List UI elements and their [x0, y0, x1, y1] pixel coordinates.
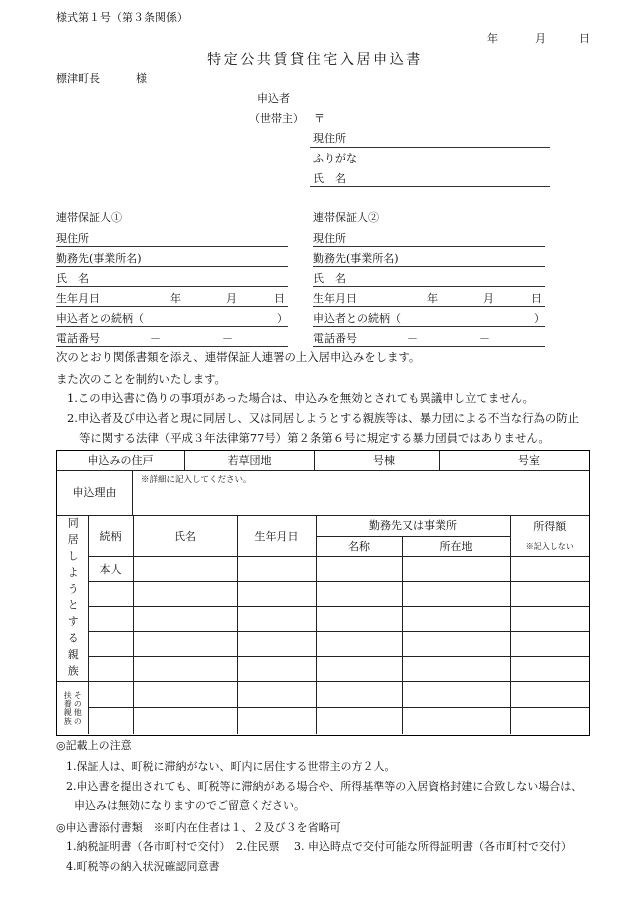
family-cell-relation — [88, 632, 133, 657]
guarantor-name-label: 氏 名 — [313, 272, 346, 285]
applicant-address-label: 現住所 — [313, 132, 346, 145]
notes-heading: ◎記載上の注意 — [56, 739, 132, 752]
notes-line-2: 2.申込書を提出されても、町税等に滞納がある場合や、所得基準等の入居資格封建に合致しない場合は、 — [66, 780, 583, 793]
guarantor-birth-line — [56, 306, 288, 307]
guarantor-birth-month: 月 — [226, 292, 237, 305]
column-header-birthdate: 生年月日 — [237, 516, 316, 557]
guarantor-name-label: 氏 名 — [56, 272, 89, 285]
family-group-label: 同居しようとする親族 — [66, 516, 80, 681]
family-cell-income — [510, 582, 589, 607]
family-table — [57, 516, 589, 734]
declaration-item-2-continued: 等に関する法律（平成３年法律第77号）第２条第６号に規定する暴力団員ではありません。 — [79, 431, 550, 445]
family-cell-birthdate — [237, 582, 316, 607]
reason-row — [57, 471, 589, 516]
family-row — [57, 632, 589, 657]
guarantor-workplace-label: 勤務先(事業所名) — [56, 252, 142, 265]
family-cell-birthdate — [237, 682, 316, 708]
guarantor-birth-month: 月 — [483, 292, 494, 305]
family-cell-name — [133, 607, 237, 632]
declaration-intro: 次のとおり関係書類を添え、連帯保証人連署の上入居申込みをします。 — [56, 350, 421, 364]
guarantor-birth-label: 生年月日 — [56, 292, 100, 305]
guarantor-phone-sep: － — [150, 332, 161, 345]
family-cell-relation — [88, 582, 133, 607]
guarantor-birth-year: 年 — [170, 292, 181, 305]
family-header-row — [57, 516, 589, 536]
guarantor-title: 連帯保証人② — [313, 211, 379, 224]
family-group-label-cell — [57, 516, 88, 682]
guarantor-name-line — [56, 286, 288, 287]
family-cell-income — [510, 657, 589, 682]
applicant-sublabel: （世帯主） — [249, 112, 304, 125]
room-suffix: 号室 — [518, 453, 540, 467]
reason-label: 申込理由 — [57, 471, 133, 515]
family-row — [57, 657, 589, 682]
family-row — [57, 557, 589, 582]
income-label: 所得額 — [533, 520, 567, 534]
family-cell-income — [510, 682, 589, 708]
declaration-item-2: 2.申込者及び申込者と現に同居し、又は同居しようとする親族等は、暴力団による不当な行為の防止 — [67, 411, 580, 425]
date-day-label: 日 — [579, 32, 590, 45]
guarantor-address-line — [313, 246, 545, 247]
guarantor-workplace-line — [313, 266, 545, 267]
date-year-label: 年 — [487, 32, 498, 45]
notes-line-1: 1.保証人は、町税に滞納がない、町内に居住する世帯主の方２人。 — [66, 760, 396, 773]
family-row — [57, 682, 589, 708]
family-cell-name — [133, 657, 237, 682]
family-cell-name — [133, 582, 237, 607]
family-cell-income — [510, 632, 589, 657]
guarantor-relation-close: ） — [277, 312, 288, 325]
family-cell-workplace-name — [316, 708, 402, 734]
column-header-workplace: 勤務先又は事業所 — [316, 516, 510, 536]
family-cell-name — [133, 682, 237, 708]
guarantor-phone-sep: － — [222, 332, 233, 345]
guarantor-address-label: 現住所 — [313, 232, 346, 245]
other-dependents-label-cell — [57, 682, 88, 734]
income-note: ※記入しない — [525, 541, 574, 551]
family-row — [57, 582, 589, 607]
family-cell-relation — [88, 682, 133, 708]
guarantor-relation-label: 申込者との続柄（ — [313, 312, 401, 325]
family-cell-birthdate — [237, 657, 316, 682]
column-header-workplace-address: 所在地 — [402, 536, 510, 556]
unit-row — [57, 451, 589, 471]
page-title: 特定公共賃貸住宅入居申込書 — [207, 52, 423, 68]
attachments-line-1: 1.納税証明書（各市町村で交付） 2.住民票 3. 申込時点で交付可能な所得証明書（各市町村で交付） — [66, 840, 572, 853]
family-cell-name — [133, 632, 237, 657]
family-cell-workplace-address — [402, 557, 510, 582]
family-cell-income — [510, 708, 589, 734]
other-dependents-label: その他の 扶養親族 — [63, 690, 83, 725]
family-cell-birthdate — [237, 557, 316, 582]
declaration-pledge: また次のことを制約いたします。 — [56, 372, 226, 386]
guarantor-relation-line — [313, 326, 545, 327]
guarantor-birth-day: 日 — [274, 292, 285, 305]
applicant-name-label: 氏 名 — [313, 172, 346, 185]
family-cell-birthdate — [237, 632, 316, 657]
guarantor-birth-year: 年 — [427, 292, 438, 305]
family-cell-income — [510, 607, 589, 632]
guarantor-phone-line — [313, 346, 545, 347]
family-cell-workplace-address — [402, 607, 510, 632]
family-cell-workplace-address — [402, 582, 510, 607]
family-cell-workplace-name — [316, 607, 402, 632]
guarantor-address-line — [56, 246, 288, 247]
guarantor-phone-line — [56, 346, 288, 347]
family-cell-workplace-address — [402, 682, 510, 708]
attachments-line-2: 4.町税等の納入状況確認同意書 — [66, 860, 220, 873]
family-cell-relation — [88, 708, 133, 734]
column-header-income — [510, 516, 589, 557]
attachments-heading: ◎申込書添付書類 ※町内在住者は１、２及び３を省略可 — [56, 821, 341, 834]
family-cell-workplace-address — [402, 657, 510, 682]
column-header-name: 氏名 — [133, 516, 237, 557]
guarantor-relation-close: ） — [534, 312, 545, 325]
guarantor-phone-sep: － — [407, 332, 418, 345]
guarantor-birth-label: 生年月日 — [313, 292, 357, 305]
family-cell-name — [133, 557, 237, 582]
postal-mark: 〒 — [314, 112, 325, 125]
applicant-label: 申込者 — [257, 92, 290, 105]
family-cell-birthdate — [237, 708, 316, 734]
family-cell-workplace-name — [316, 557, 402, 582]
guarantor-relation-line — [56, 326, 288, 327]
guarantor-birth-line — [313, 306, 545, 307]
unit-label: 申込みの住戸 — [57, 451, 185, 470]
addressee: 標津町長 — [56, 72, 100, 85]
family-cell-workplace-address — [402, 708, 510, 734]
family-row — [57, 708, 589, 734]
family-cell-relation: 本人 — [88, 557, 133, 582]
family-cell-workplace-name — [316, 682, 402, 708]
complex-name: 若草団地 — [185, 451, 315, 470]
reason-note: ※詳細に記入してください。 — [141, 475, 252, 485]
notes-line-3: 申込みは無効になりますのでご留意ください。 — [74, 799, 305, 812]
applicant-address-line — [310, 147, 550, 148]
declaration-item-1: 1.この申込書に偽りの事項があった場合は、申込みを無効とされても異議申し立てません。 — [67, 391, 535, 405]
date-month-label: 月 — [535, 32, 546, 45]
family-cell-workplace-name — [316, 582, 402, 607]
guarantor-relation-label: 申込者との続柄（ — [56, 312, 144, 325]
application-table — [56, 450, 590, 736]
addressee-suffix: 様 — [136, 72, 147, 85]
guarantor-workplace-line — [56, 266, 288, 267]
family-cell-relation — [88, 607, 133, 632]
family-cell-workplace-name — [316, 632, 402, 657]
guarantor-workplace-label: 勤務先(事業所名) — [313, 252, 399, 265]
applicant-name-line — [310, 186, 550, 187]
guarantor-title: 連帯保証人① — [56, 211, 122, 224]
family-cell-workplace-name — [316, 657, 402, 682]
family-cell-name — [133, 708, 237, 734]
family-cell-workplace-address — [402, 632, 510, 657]
family-cell-relation — [88, 657, 133, 682]
building-suffix: 号棟 — [315, 451, 440, 470]
guarantor-name-line — [313, 286, 545, 287]
column-header-relation: 続柄 — [88, 516, 133, 557]
column-header-workplace-name: 名称 — [316, 536, 402, 556]
family-cell-income — [510, 557, 589, 582]
applicant-furigana-label: ふりがな — [313, 152, 357, 165]
family-row — [57, 607, 589, 632]
guarantor-birth-day: 日 — [531, 292, 542, 305]
form-number: 様式第１号（第３条関係） — [56, 11, 188, 24]
family-cell-birthdate — [237, 607, 316, 632]
guarantor-phone-label: 電話番号 — [313, 332, 357, 345]
guarantor-phone-label: 電話番号 — [56, 332, 100, 345]
guarantor-address-label: 現住所 — [56, 232, 89, 245]
guarantor-phone-sep: － — [479, 332, 490, 345]
